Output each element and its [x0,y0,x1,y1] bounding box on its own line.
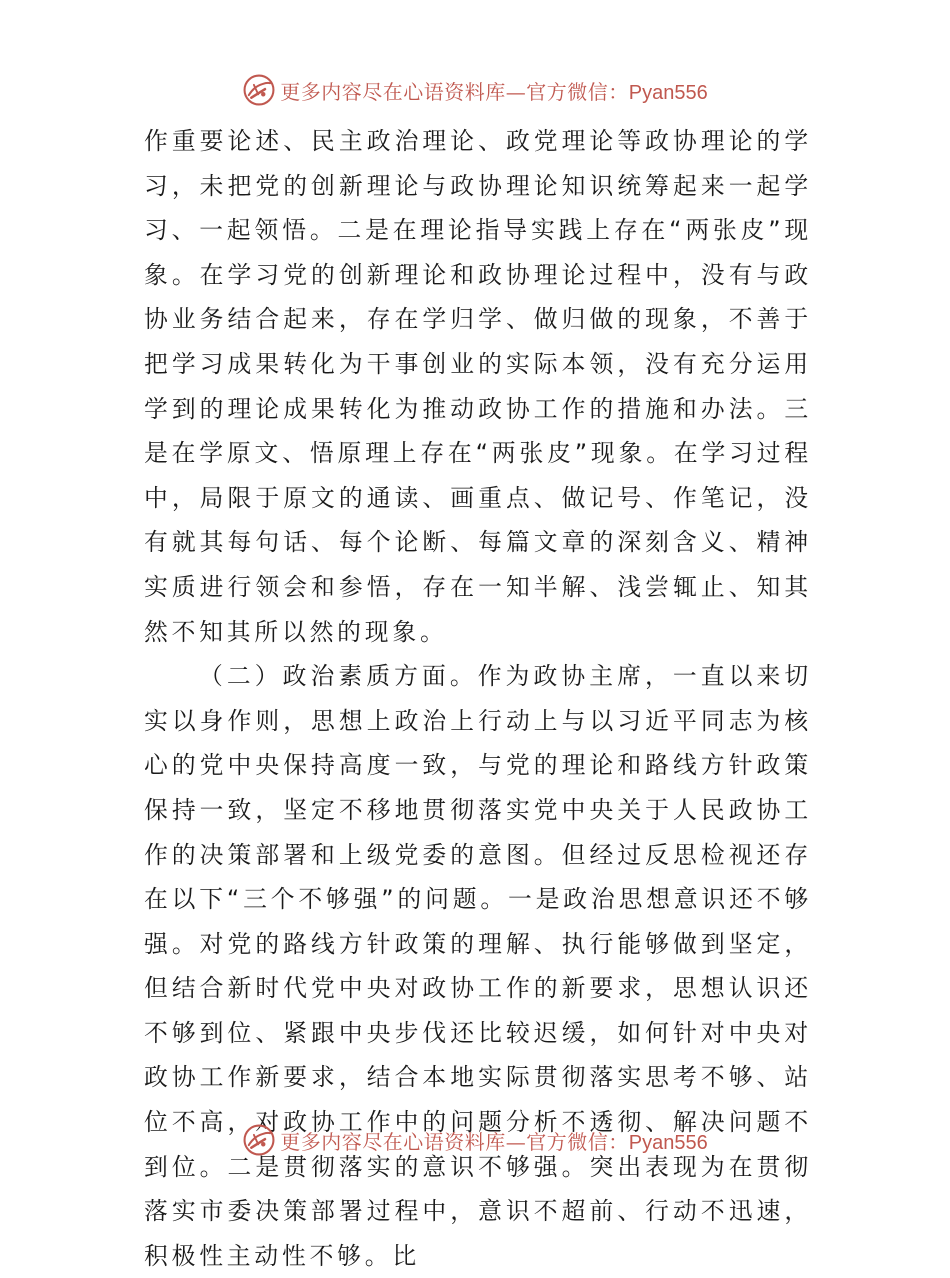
body-paragraph-1: 作重要论述、民主政治理论、政党理论等政协理论的学习，未把党的创新理论与政协理论知识统筹起来一起学习、一起领悟。二是在理论指导实践上存在“两张皮”现象。在学习党的创新理论和政协理论过程中，没有与政协业务结合起来，存在学归学、做归做的现象，不善于把学习成果转化为干事创业的实际本领，没有充分运用学到的理论成果转化为推动政协工作的措施和办法。三是在学原文、悟原理上存在“两张皮”现象。在学习过程中，局限于原文的通读、画重点、做记号、作笔记，没有就其每句话、每个论断、每篇文章的深刻含义、精神实质进行领会和参悟，存在一知半解、浅尝辄止、知其然不知其所以然的现象。 [144,127,812,646]
document-body [144,119,812,1278]
footer-watermark-text [280,1126,707,1155]
book-logo-icon [242,73,276,107]
footer-watermark-label: 更多内容尽在心语资料库—官方微信： [280,1129,629,1154]
header-watermark-text [280,76,707,105]
body-paragraph-2: （二）政治素质方面。作为政协主席，一直以来切实以身作则，思想上政治上行动上与以习近平同志为核心的党中央保持高度一致，与党的理论和路线方针政策保持一致，坚定不移地贯彻落实党中央关于人民政协工作的决策部署和上级党委的意图。但经过反思检视还存在以下“三个不够强”的问题。一是政治思想意识还不够强。对党的路线方针政策的理解、执行能够做到坚定，但结合新时代党中央对政协工作的新要求，思想认识还不够到位、紧跟中央步伐还比较迟缓，如何针对中央对政协工作新要求，结合本地实际贯彻落实思考不够、站位不高，对政协工作中的问题分析不透彻、解决问题不到位。二是贯彻落实的意识不够强。突出表现为在贯彻落实市委决策部署过程中，意识不超前、行动不迅速，积极性主动性不够。比 [144,662,812,1270]
header-watermark-label: 更多内容尽在心语资料库—官方微信： [280,79,629,104]
header-watermark-banner [0,68,950,112]
book-logo-icon [242,1123,276,1157]
footer-watermark-banner [0,1118,950,1162]
footer-wechat-id: Pyan556 [628,1131,708,1154]
header-wechat-id: Pyan556 [628,81,708,104]
